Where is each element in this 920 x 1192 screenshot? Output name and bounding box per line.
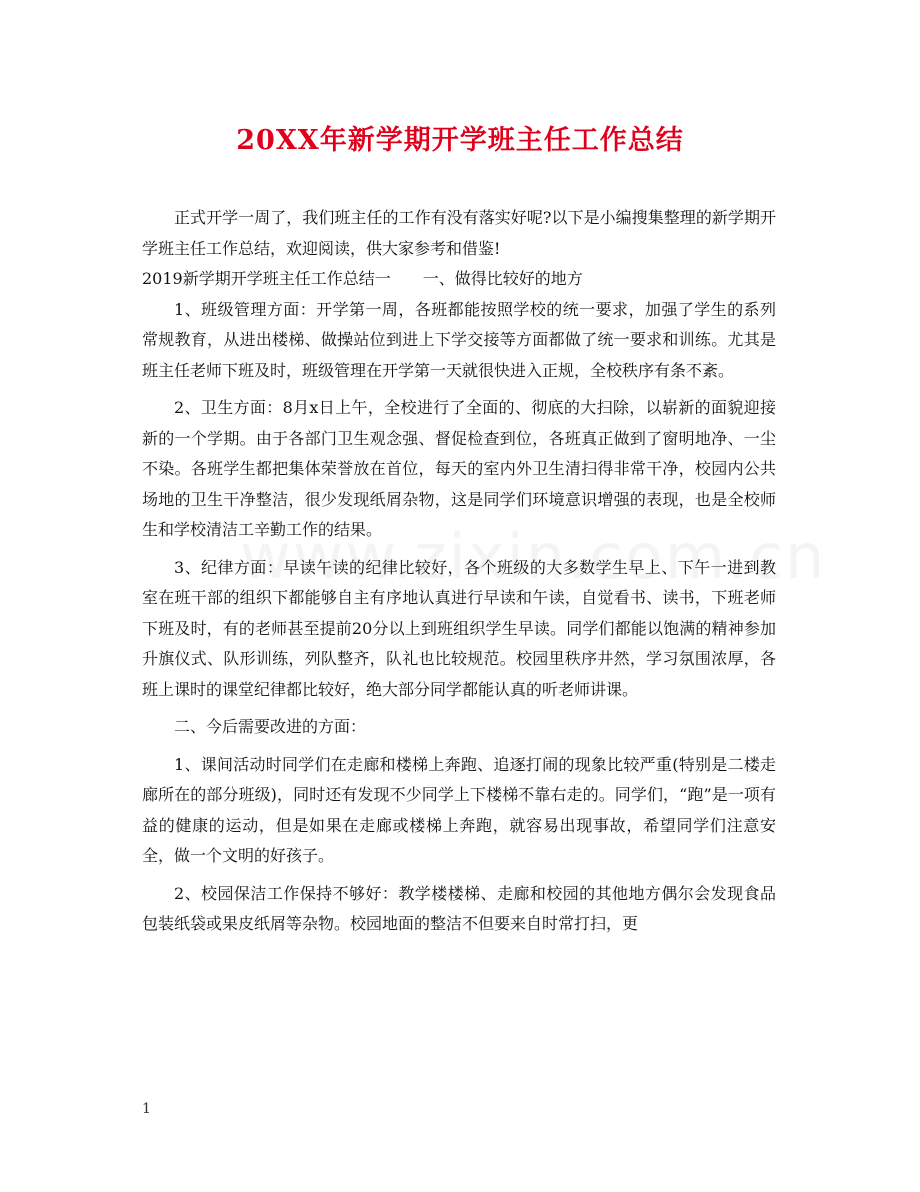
paragraph-break-activities: 1、课间活动时同学们在走廊和楼梯上奔跑、追逐打闹的现象比较严重(特别是二楼走廊所在的部分班级)，同时还有发现不少同学上下楼梯不靠右走的。同学们，“跑”是一项有益的健康的运动，但是如果在走廊或楼梯上奔跑，就容易出现事故，希望同学们注意安全，做一个文明的好孩子。 [142,754,776,865]
page-number: 1 [142,1101,151,1117]
section-heading: 2019新学期开学班主任工作总结一 一、做得比较好的地方 [142,269,583,288]
paragraph-discipline: 3、纪律方面：早读午读的纪律比较好，各个班级的大多数学生早上、下午一进到教室在班干部的组织下都能够自主有序地认真进行早读和午读，自觉看书、读书，下班老师下班及时，有的老师甚至提前20分以上到班组织学生早读。同学们都能以饱满的精神参加升旗仪式、队形训练，列队整齐，队礼也比较规范。校园里秩序井然，学习氛围浓厚，各班上课时的课堂纪律都比较好，绝大部分同学都能认真的听老师讲课。 [142,557,776,699]
intro-paragraph: 正式开学一周了，我们班主任的工作有没有落实好呢?以下是小编搜集整理的新学期开学班主任工作总结，欢迎阅读，供大家参考和借鉴! [142,208,776,258]
paragraph-class-management: 1、班级管理方面：开学第一周，各班都能按照学校的统一要求，加强了学生的系列常规教育，从进出楼梯、做操站位到进上下学交接等方面都做了统一要求和训练。尤其是班主任老师下班及时，班级管理在开学第一天就很快进入正规，全校秩序有条不紊。 [142,299,776,380]
document-title: 20XX年新学期开学班主任工作总结 [236,125,684,156]
document-body [142,203,776,940]
subheading-improvements: 二、今后需要改进的方面： [174,717,367,736]
paragraph-hygiene: 2、卫生方面：8月x日上午，全校进行了全面的、彻底的大扫除，以崭新的面貌迎接新的一个学期。由于各部门卫生观念强、督促检查到位，各班真正做到了窗明地净、一尘不染。各班学生都把集体荣誉放在首位，每天的室内外卫生清扫得非常干净，校园内公共场地的卫生干净整洁，很少发现纸屑杂物，这是同学们环境意识增强的表现，也是全校师生和学校清洁工辛勤工作的结果。 [142,398,776,539]
paragraph-campus-cleaning: 2、校园保洁工作保持不够好：教学楼楼梯、走廊和校园的其他地方偶尔会发现食品包装纸袋或果皮纸屑等杂物。校园地面的整洁不但要来自时常打扫，更 [142,883,776,933]
